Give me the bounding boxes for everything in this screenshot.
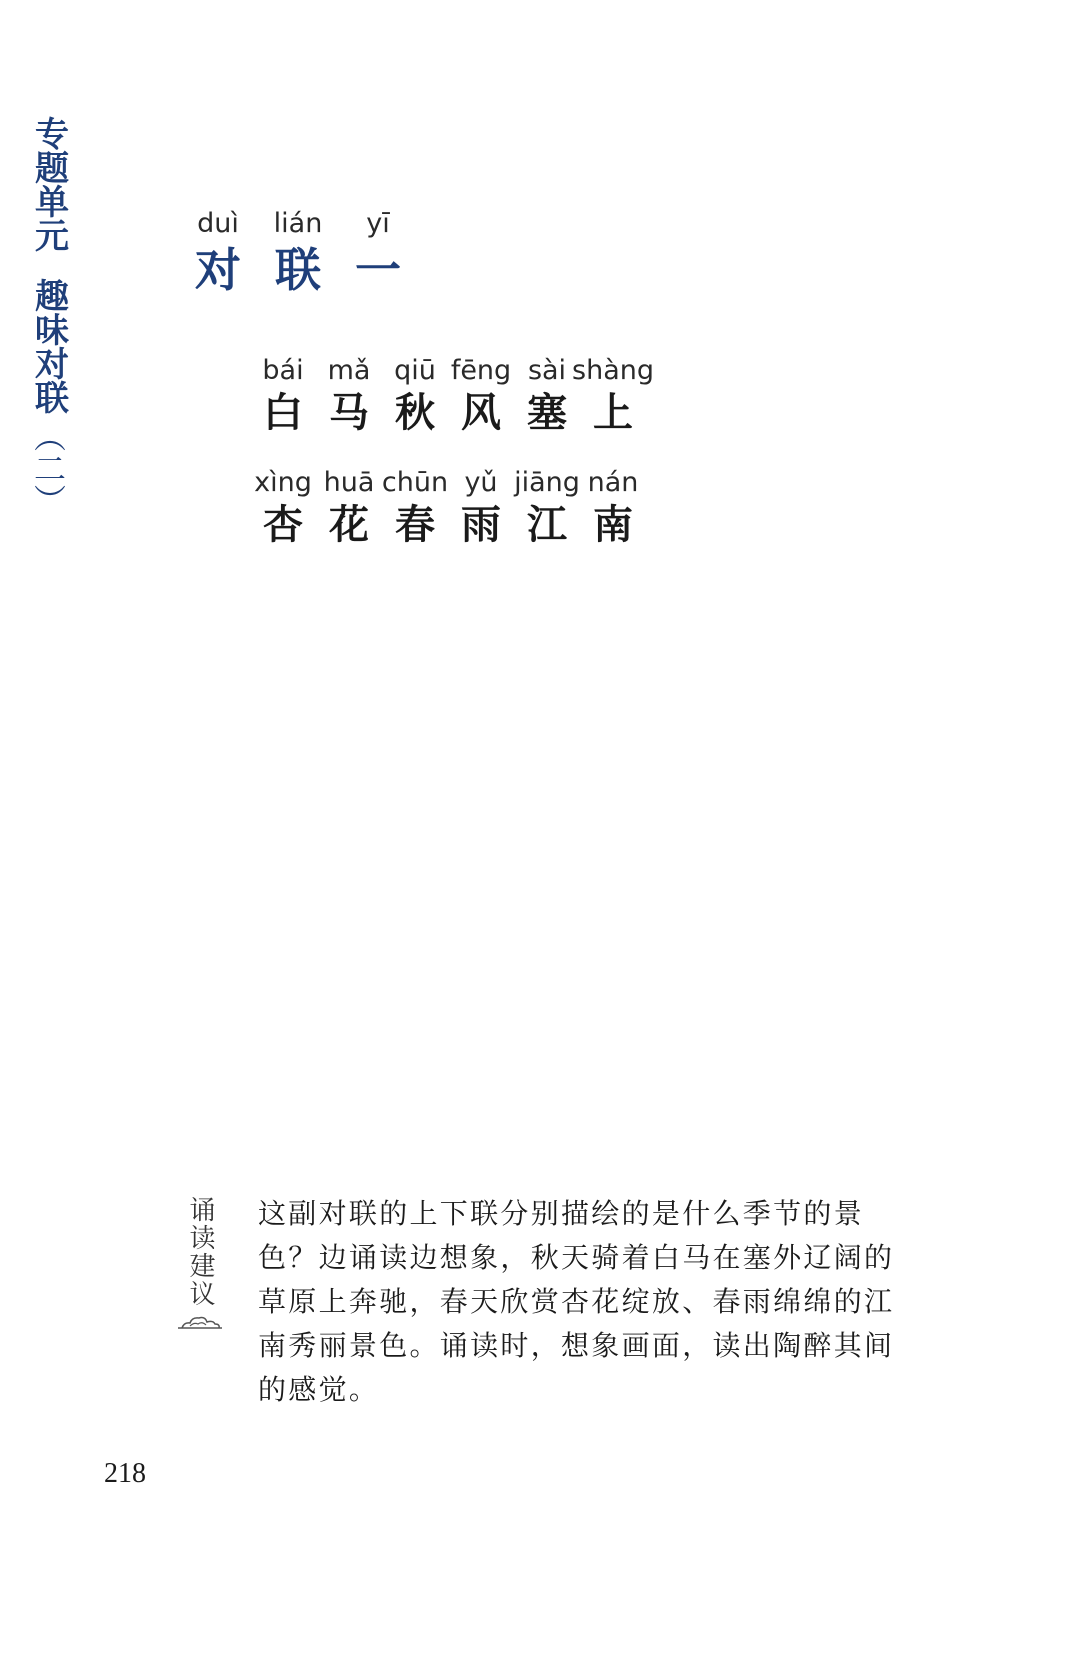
couplet-char — [316, 467, 382, 551]
title-pinyin: duì — [197, 208, 239, 239]
unit-header — [28, 116, 68, 516]
couplet-hanzi: 风 — [461, 389, 501, 436]
couplet-hanzi: 南 — [593, 501, 633, 548]
couplet-row — [250, 467, 646, 551]
couplet-hanzi: 白 — [263, 389, 303, 436]
cloud-icon — [176, 1314, 224, 1330]
couplet-pinyin: mǎ — [327, 355, 371, 386]
suggestion-text: 这副对联的上下联分别描绘的是什么季节的景色？边诵读边想象，秋天骑着白马在塞外辽阔的草原上奔驰，春天欣赏杏花绽放、春雨绵绵的江南秀丽景色。诵读时，想象画面，读出陶醉其间的感觉。 — [258, 1197, 895, 1406]
couplet-char — [514, 467, 580, 551]
couplet-pinyin: huā — [323, 467, 375, 498]
title-pinyin: lián — [273, 208, 323, 239]
couplet-pinyin: chūn — [381, 467, 449, 498]
couplet-char — [250, 355, 316, 439]
unit-header-part3: （二） — [29, 420, 67, 516]
couplet-hanzi: 春 — [395, 501, 435, 548]
couplet-lower-line — [250, 467, 646, 551]
couplet-char — [382, 467, 448, 551]
suggestion-label-block — [180, 1196, 220, 1330]
title-char — [178, 208, 258, 300]
couplet-hanzi: 上 — [593, 389, 633, 436]
couplet-char — [580, 467, 646, 551]
couplet-pinyin: bái — [262, 355, 304, 386]
couplet-hanzi: 江 — [527, 501, 567, 548]
unit-header-part1: 专题单元 — [28, 116, 69, 252]
couplet-hanzi: 雨 — [461, 501, 501, 548]
couplet-hanzi: 花 — [329, 501, 369, 548]
couplet-hanzi: 马 — [329, 389, 369, 436]
title-char — [338, 208, 418, 300]
couplet-pinyin: yǔ — [464, 467, 498, 498]
couplet-pinyin: sài — [527, 355, 567, 386]
couplet-pinyin: qiū — [394, 355, 436, 386]
couplet-char — [250, 467, 316, 551]
lesson-title — [178, 208, 418, 300]
unit-header-part2: 趣味对联 — [28, 278, 69, 414]
title-char — [258, 208, 338, 300]
couplet-pinyin: nán — [587, 467, 639, 498]
title-row — [178, 208, 418, 300]
couplet-pinyin: jiāng — [514, 467, 580, 498]
page-number: 218 — [104, 1458, 146, 1489]
couplet-char — [514, 355, 580, 439]
couplet-char — [572, 355, 654, 439]
couplet-pinyin: fēng — [450, 355, 512, 386]
couplet-row — [250, 355, 654, 439]
couplet-char — [448, 355, 514, 439]
couplet-pinyin: shàng — [572, 355, 654, 386]
couplet-char — [382, 355, 448, 439]
couplet-char — [316, 355, 382, 439]
couplet-hanzi: 杏 — [263, 501, 303, 548]
title-hanzi: 对 — [195, 243, 241, 297]
couplet-upper-line — [250, 355, 654, 439]
couplet-char — [448, 467, 514, 551]
title-pinyin: yī — [366, 208, 390, 239]
title-hanzi: 一 — [355, 243, 401, 297]
suggestion-label: 诵读建议 — [185, 1196, 215, 1308]
couplet-hanzi: 秋 — [395, 389, 435, 436]
couplet-hanzi: 塞 — [527, 389, 567, 436]
title-hanzi: 联 — [275, 243, 321, 297]
couplet-pinyin: xìng — [254, 467, 312, 498]
